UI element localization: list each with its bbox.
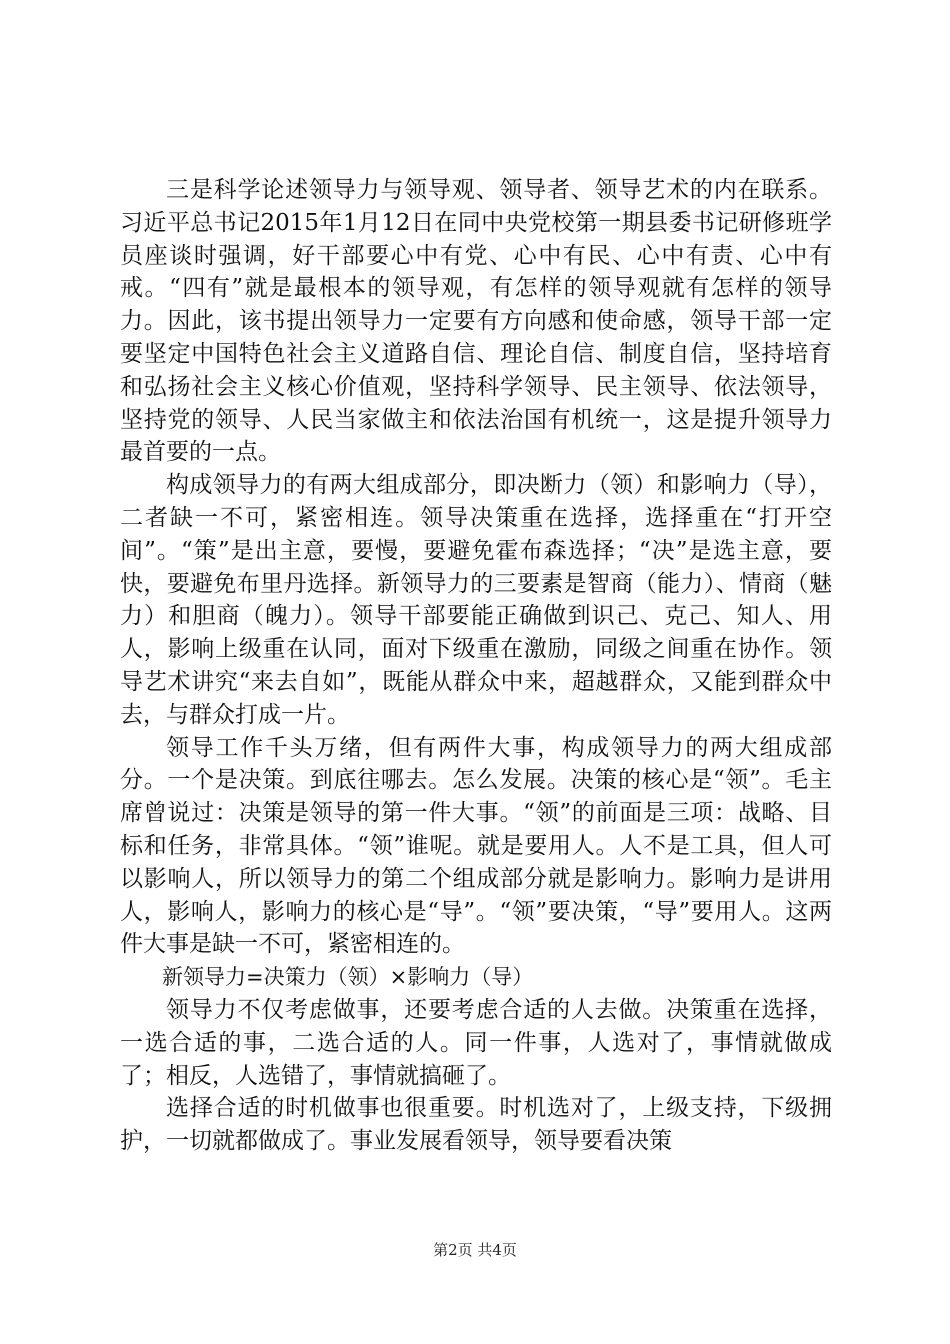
paragraph-choose-timing: 选择合适的时机做事也很重要。时机选对了，上级支持，下级拥护，一切就都做成了。事业发展看领导，领导要看决策 [120, 1095, 832, 1155]
document-body [120, 174, 832, 1158]
paragraph-formula: 新领导力=决策力（领）×影响力（导） [162, 965, 534, 990]
paragraph-choose-people: 领导力不仅考虑做事，还要考虑合适的人去做。决策重在选择，一选合适的事，二选合适的人。同一件事，人选对了，事情就做成了；相反，人选错了，事情就搞砸了。 [120, 996, 832, 1089]
paragraph-two-components: 构成领导力的有两大组成部分，即决断力（领）和影响力（导），二者缺一不可，紧密相连。领导决策重在选择，选择重在“打开空间”。“策”是出主意，要慢，要避免霍布森选择；“决”是选主意，要快，要避免布里丹选择。新领导力的三要素是智商（能力）、情商（魅力）和胆商（魄力）。领导干部要能正确做到识己、克己、知人、用人，影响上级重在认同，面对下级重在激励，同级之间重在协作。领导艺术讲究“来去自如”，既能从群众中来，超越群众，又能到群众中去，与群众打成一片。 [120, 472, 832, 728]
paragraph-two-major-tasks: 领导工作千头万绪，但有两件大事，构成领导力的两大组成部分。一个是决策。到底往哪去。怎么发展。决策的核心是“领”。毛主席曾说过：决策是领导的第一件大事。“领”的前面是三项：战略、目标和任务，非常具体。“领”谁呢。就是要用人。人不是工具，但人可以影响人，所以领导力的第二个组成部分就是影响力。影响力是讲用人，影响人，影响力的核心是“导”。“领”要决策，“导”要用人。这两件大事是缺一不可，紧密相连的。 [120, 734, 832, 958]
paragraph-leadership-view: 三是科学论述领导力与领导观、领导者、领导艺术的内在联系。习近平总书记2015年1月12日在同中央党校第一期县委书记研修班学员座谈时强调，好干部要心中有党、心中有民、心中有责、心中有戒。“四有”就是最根本的领导观，有怎样的领导观就有怎样的领导力。因此，该书提出领导力一定要有方向感和使命感，领导干部一定要坚定中国特色社会主义道路自信、理论自信、制度自信，坚持培育和弘扬社会主义核心价值观，坚持科学领导、民主领导、依法领导，坚持党的领导、人民当家做主和依法治国有机统一，这是提升领导力最首要的一点。 [120, 177, 832, 466]
page-footer: 第2页 共4页 [433, 1241, 517, 1259]
